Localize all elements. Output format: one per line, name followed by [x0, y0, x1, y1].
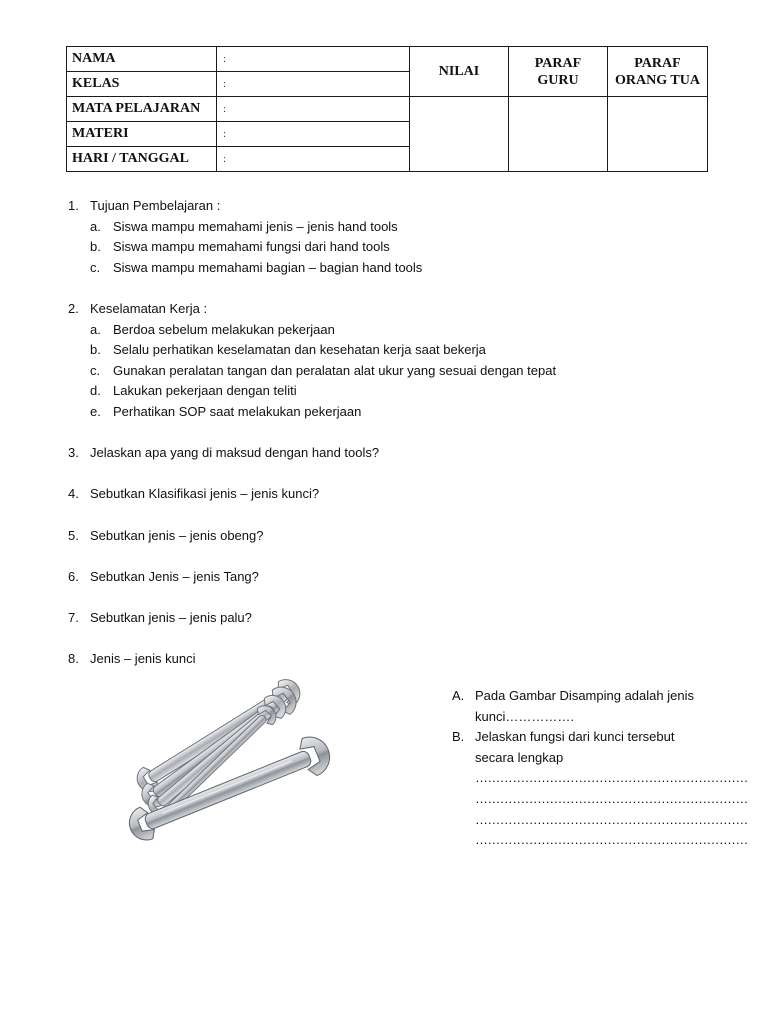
paraf-guru-line2: GURU	[537, 72, 579, 88]
question-1	[68, 196, 728, 217]
answer-line[interactable]: …………………………………………………………	[475, 811, 748, 827]
field-nama[interactable]: :	[217, 47, 410, 72]
label-materi: MATERI	[67, 122, 217, 147]
question-text: Sebutkan Klasifikasi jenis – jenis kunci?	[90, 486, 320, 502]
list-item	[452, 727, 722, 748]
question-number: 1.	[68, 198, 79, 213]
question-text: Tujuan Pembelajaran :	[90, 198, 221, 213]
item-text: Perhatikan SOP saat melakukan pekerjaan	[113, 403, 362, 419]
item-text: Gunakan peralatan tangan dan peralatan alat ukur yang sesuai dengan tepat	[113, 362, 557, 378]
nilai-header: NILAI	[410, 47, 509, 97]
item-text: Jelaskan fungsi dari kunci tersebut	[475, 729, 675, 745]
field-hari-tanggal[interactable]: :	[217, 147, 410, 172]
item-text: Selalu perhatikan keselamatan dan kesehatan kerja saat bekerja	[113, 342, 486, 358]
item-text: Pada Gambar Disamping adalah jenis	[475, 688, 694, 703]
question-7	[68, 608, 728, 629]
list-item	[68, 402, 728, 423]
item-text: Siswa mampu memahami jenis – jenis hand tools	[113, 218, 398, 234]
list-item	[68, 258, 728, 279]
question-text: Sebutkan Jenis – jenis Tang?	[90, 568, 259, 584]
question-8	[68, 649, 728, 670]
label-hari-tanggal: HARI / TANGGAL	[67, 147, 217, 172]
question-2	[68, 299, 728, 320]
question-number: 5.	[68, 527, 79, 543]
question-text: Keselamatan Kerja :	[90, 300, 208, 316]
open-end-wrench-set-icon	[100, 676, 330, 854]
label-mata-pelajaran: MATA PELAJARAN	[67, 97, 217, 122]
item-text: Lakukan pekerjaan dengan teliti	[113, 383, 297, 399]
list-item	[68, 361, 728, 382]
paraf-ortu-header	[608, 47, 708, 97]
list-item	[68, 381, 728, 402]
item-letter: A.	[452, 688, 465, 703]
question-number: 8.	[68, 651, 79, 667]
paraf-ortu-line2: ORANG TUA	[615, 72, 700, 88]
paraf-ortu-line1: PARAF	[634, 55, 681, 71]
question-list	[68, 196, 728, 670]
question-text: Jelaskan apa yang di maksud dengan hand tools?	[90, 445, 380, 461]
paraf-ortu-box[interactable]	[608, 97, 708, 172]
item-letter: d.	[90, 383, 101, 399]
question-3	[68, 443, 728, 464]
question-6	[68, 567, 728, 588]
answer-line[interactable]: …………………………………………………………	[475, 832, 748, 848]
item-letter: a.	[90, 321, 101, 337]
image-questions	[452, 686, 748, 851]
item-letter: a.	[90, 218, 101, 234]
label-nama: NAMA	[67, 47, 217, 72]
question-5	[68, 526, 728, 547]
item-text: Berdoa sebelum melakukan pekerjaan	[113, 321, 335, 337]
question-number: 2.	[68, 300, 79, 316]
identity-table	[66, 46, 708, 172]
item-letter: c.	[90, 259, 101, 275]
question-number: 3.	[68, 445, 79, 461]
question-text: Jenis – jenis kunci	[90, 651, 196, 667]
question-4	[68, 484, 728, 505]
item-letter: c.	[90, 362, 101, 378]
item-letter: b.	[90, 342, 101, 358]
question-number: 4.	[68, 486, 79, 502]
item-text-continued: secara lengkap	[475, 749, 564, 765]
question-text: Sebutkan jenis – jenis obeng?	[90, 527, 264, 543]
nilai-box[interactable]	[410, 97, 509, 172]
list-item	[68, 237, 728, 258]
item-letter: B.	[452, 729, 465, 745]
question-number: 7.	[68, 609, 79, 625]
list-item	[68, 340, 728, 361]
label-kelas: KELAS	[67, 72, 217, 97]
field-materi[interactable]: :	[217, 122, 410, 147]
item-letter: e.	[90, 403, 101, 419]
paraf-guru-line1: PARAF	[534, 55, 582, 71]
field-kelas[interactable]: :	[217, 72, 410, 97]
answer-line[interactable]: …………………………………………………………	[475, 770, 748, 786]
field-mata-pelajaran[interactable]: :	[217, 97, 410, 122]
list-item	[452, 686, 722, 707]
question-number: 6.	[68, 568, 79, 584]
paraf-guru-box[interactable]	[509, 97, 608, 172]
item-letter: b.	[90, 239, 101, 255]
paraf-guru-header	[509, 47, 608, 97]
item-text: Siswa mampu memahami fungsi dari hand tools	[113, 239, 390, 255]
item-text-continued[interactable]: kunci…………….	[475, 708, 574, 724]
list-item	[68, 217, 728, 238]
list-item	[68, 320, 728, 341]
item-text: Siswa mampu memahami bagian – bagian hand tools	[113, 259, 423, 275]
question-text: Sebutkan jenis – jenis palu?	[90, 609, 252, 625]
answer-line[interactable]: …………………………………………………………	[475, 790, 748, 806]
